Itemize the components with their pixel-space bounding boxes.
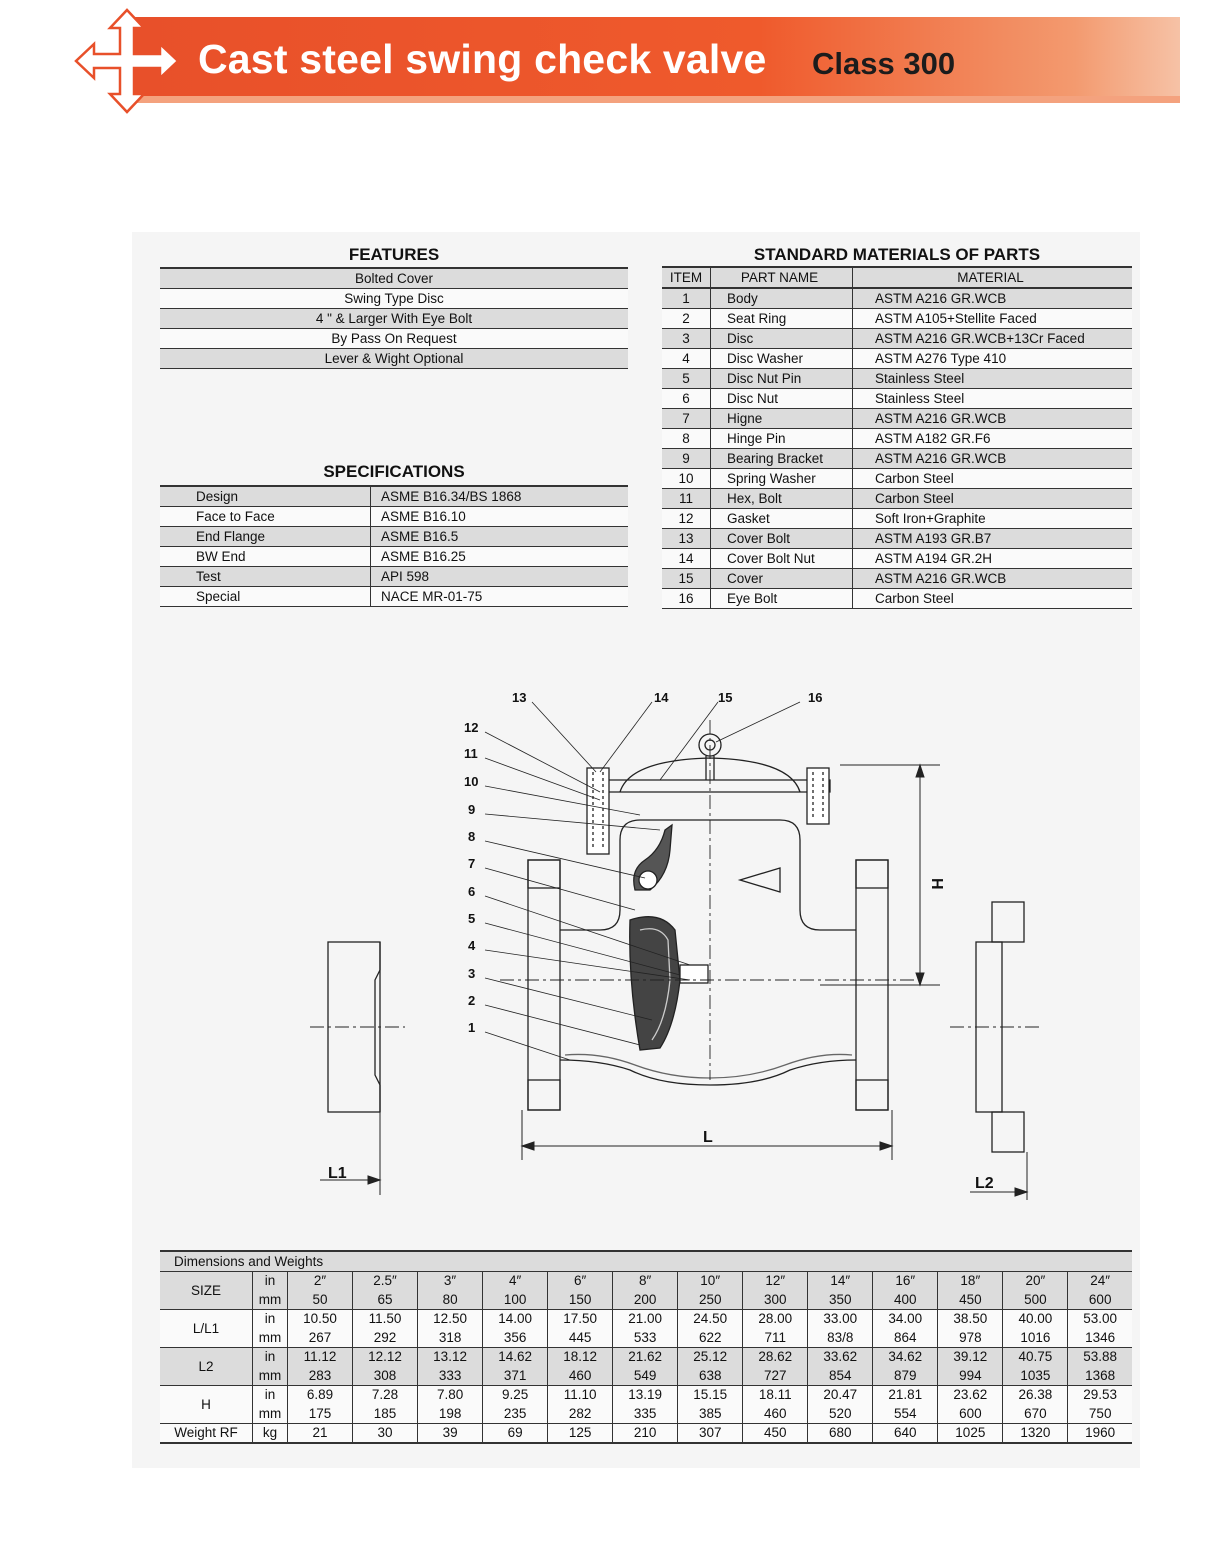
material-row (662, 349, 1132, 369)
dimension-value-mm: 854 (808, 1366, 873, 1385)
callout-13: 13 (512, 690, 527, 705)
material-row (662, 389, 1132, 409)
dimension-value-in: 18.11 (743, 1385, 808, 1404)
material-spec: ASTM A194 GR.2H (853, 549, 1133, 569)
dimension-value-in: 3″ (418, 1271, 483, 1290)
dimensions-caption-row (160, 1251, 1132, 1271)
callout-2: 2 (468, 993, 476, 1008)
material-part-name: Disc Nut Pin (711, 369, 853, 389)
dimension-row-mm (160, 1366, 1132, 1385)
material-row (662, 529, 1132, 549)
material-part-name: Disc Nut (711, 389, 853, 409)
material-part-name: Bearing Bracket (711, 449, 853, 469)
dimension-value-mm: 450 (938, 1290, 1003, 1309)
feature-row (160, 289, 628, 309)
dimension-value-mm: 333 (418, 1366, 483, 1385)
material-item-number: 16 (662, 589, 711, 609)
dimension-value-mm: 100 (483, 1290, 548, 1309)
material-spec: Carbon Steel (853, 489, 1133, 509)
dimension-value-mm: 994 (938, 1366, 1003, 1385)
weight-value: 1960 (1068, 1423, 1132, 1443)
pressure-class-label: Class 300 (812, 46, 956, 81)
material-item-number: 14 (662, 549, 711, 569)
callout-5: 5 (468, 911, 476, 926)
dimension-value-mm: 350 (808, 1290, 873, 1309)
specification-value: ASME B16.34/BS 1868 (371, 486, 629, 507)
features-title: FEATURES (348, 245, 440, 264)
dimension-value-in: 12.50 (418, 1309, 483, 1328)
material-part-name: Cover Bolt (711, 529, 853, 549)
callout-11: 11 (464, 746, 478, 761)
callout-16: 16 (808, 690, 823, 705)
material-spec: Stainless Steel (853, 389, 1133, 409)
unit-mm: mm (253, 1290, 288, 1309)
dimension-value-in: 11.10 (548, 1385, 613, 1404)
dimension-value-in: 13.19 (613, 1385, 678, 1404)
dimension-value-mm: 600 (938, 1404, 1003, 1423)
material-item-number: 2 (662, 309, 711, 329)
dimension-value-in: 6.89 (288, 1385, 353, 1404)
dimensions-weights-table (160, 1250, 1132, 1444)
dimension-value-mm: 879 (873, 1366, 938, 1385)
dimension-value-mm: 500 (1003, 1290, 1068, 1309)
dimension-value-in: 14.00 (483, 1309, 548, 1328)
material-row (662, 589, 1132, 609)
dimension-value-in: 40.75 (1003, 1347, 1068, 1366)
dimension-value-mm: 460 (548, 1366, 613, 1385)
dimension-value-in: 2″ (288, 1271, 353, 1290)
feature-row (160, 309, 628, 329)
dimension-value-mm: 711 (743, 1328, 808, 1347)
dimension-value-in: 17.50 (548, 1309, 613, 1328)
unit-in: in (253, 1271, 288, 1290)
dimension-value-mm: 622 (678, 1328, 743, 1347)
dimension-value-in: 18.12 (548, 1347, 613, 1366)
weight-value: 307 (678, 1423, 743, 1443)
dimension-value-in: 24″ (1068, 1271, 1132, 1290)
specification-value: ASME B16.25 (371, 547, 629, 567)
material-row (662, 469, 1132, 489)
dim-label-l: L (703, 1129, 713, 1146)
dimension-value-in: 21.62 (613, 1347, 678, 1366)
specifications-title: SPECIFICATIONS (323, 462, 465, 481)
weight-value: 640 (873, 1423, 938, 1443)
material-part-name: Hinge Pin (711, 429, 853, 449)
material-row (662, 549, 1132, 569)
dimension-value-mm: 549 (613, 1366, 678, 1385)
dimension-value-mm: 445 (548, 1328, 613, 1347)
dimension-value-mm: 1035 (1003, 1366, 1068, 1385)
dimension-value-mm: 283 (288, 1366, 353, 1385)
material-spec: ASTM A105+Stellite Faced (853, 309, 1133, 329)
dimension-value-in: 39.12 (938, 1347, 1003, 1366)
feature-item: Bolted Cover (160, 268, 628, 289)
dimension-value-mm: 727 (743, 1366, 808, 1385)
material-item-number: 7 (662, 409, 711, 429)
page-title: Cast steel swing check valve (198, 36, 767, 82)
valve-body-outline (310, 720, 1040, 1152)
dimension-value-mm: 267 (288, 1328, 353, 1347)
material-part-name: Body (711, 288, 853, 309)
callout-9: 9 (468, 802, 476, 817)
material-row (662, 429, 1132, 449)
dim-label-h: H (928, 878, 945, 890)
dimension-value-mm: 670 (1003, 1404, 1068, 1423)
feature-row (160, 349, 628, 369)
dimension-value-mm: 460 (743, 1404, 808, 1423)
dimension-value-in: 33.62 (808, 1347, 873, 1366)
callout-3: 3 (468, 966, 476, 981)
feature-item: By Pass On Request (160, 329, 628, 349)
material-item-number: 15 (662, 569, 711, 589)
material-spec: Stainless Steel (853, 369, 1133, 389)
dimension-label: SIZE (160, 1271, 253, 1309)
dimension-value-mm: 80 (418, 1290, 483, 1309)
material-item-number: 13 (662, 529, 711, 549)
material-part-name: Higne (711, 409, 853, 429)
dimension-value-mm: 750 (1068, 1404, 1132, 1423)
material-row (662, 288, 1132, 309)
material-spec: ASTM A182 GR.F6 (853, 429, 1133, 449)
callout-6: 6 (468, 884, 476, 899)
dimension-value-in: 20″ (1003, 1271, 1068, 1290)
weight-value: 1025 (938, 1423, 1003, 1443)
unit-mm: mm (253, 1366, 288, 1385)
dimensions-title: Dimensions and Weights (160, 1251, 1132, 1271)
dimension-label: L/L1 (160, 1309, 253, 1347)
weight-value: 69 (483, 1423, 548, 1443)
feature-item: Swing Type Disc (160, 289, 628, 309)
dimension-value-mm: 1346 (1068, 1328, 1132, 1347)
specification-value: ASME B16.10 (371, 507, 629, 527)
dimension-value-in: 34.62 (873, 1347, 938, 1366)
dimension-value-in: 28.00 (743, 1309, 808, 1328)
weight-value: 125 (548, 1423, 613, 1443)
dimension-value-in: 14″ (808, 1271, 873, 1290)
dimension-value-in: 11.12 (288, 1347, 353, 1366)
dimension-value-mm: 864 (873, 1328, 938, 1347)
dimension-value-mm: 300 (743, 1290, 808, 1309)
material-part-name: Spring Washer (711, 469, 853, 489)
specification-key: Face to Face (160, 507, 371, 527)
dimension-value-mm: 235 (483, 1404, 548, 1423)
feature-item: Lever & Wight Optional (160, 349, 628, 369)
specification-value: ASME B16.5 (371, 527, 629, 547)
dimension-label: L2 (160, 1347, 253, 1385)
material-spec: ASTM A193 GR.B7 (853, 529, 1133, 549)
unit-in: in (253, 1385, 288, 1404)
dimension-value-in: 7.28 (353, 1385, 418, 1404)
weight-row (160, 1423, 1132, 1443)
unit-in: in (253, 1347, 288, 1366)
dimension-value-in: 21.00 (613, 1309, 678, 1328)
material-item-number: 5 (662, 369, 711, 389)
material-spec: ASTM A216 GR.WCB (853, 449, 1133, 469)
callout-10: 10 (464, 774, 479, 789)
dimension-value-in: 26.38 (1003, 1385, 1068, 1404)
weight-value: 21 (288, 1423, 353, 1443)
dimension-value-in: 8″ (613, 1271, 678, 1290)
unit-mm: mm (253, 1404, 288, 1423)
dimension-value-in: 6″ (548, 1271, 613, 1290)
material-item-number: 4 (662, 349, 711, 369)
material-part-name: Hex, Bolt (711, 489, 853, 509)
dimension-value-mm: 50 (288, 1290, 353, 1309)
material-part-name: Eye Bolt (711, 589, 853, 609)
material-item-number: 1 (662, 288, 711, 309)
material-part-name: Cover Bolt Nut (711, 549, 853, 569)
material-row (662, 569, 1132, 589)
weight-label: Weight RF (160, 1423, 253, 1443)
material-item-number: 10 (662, 469, 711, 489)
dimension-value-in: 34.00 (873, 1309, 938, 1328)
dimension-value-mm: 533 (613, 1328, 678, 1347)
dimension-value-in: 12″ (743, 1271, 808, 1290)
materials-header-row (662, 267, 1132, 288)
callout-7: 7 (468, 856, 476, 871)
valve-sectional-drawing (300, 680, 1060, 1200)
callout-4: 4 (468, 938, 476, 953)
dimension-value-in: 12.12 (353, 1347, 418, 1366)
weight-value: 39 (418, 1423, 483, 1443)
dimension-value-in: 33.00 (808, 1309, 873, 1328)
specification-value: API 598 (371, 567, 629, 587)
materials-table (662, 266, 1132, 609)
dimension-value-mm: 385 (678, 1404, 743, 1423)
material-row (662, 369, 1132, 389)
dimension-value-mm: 200 (613, 1290, 678, 1309)
dimension-value-in: 13.12 (418, 1347, 483, 1366)
dimension-value-mm: 318 (418, 1328, 483, 1347)
dimension-value-mm: 371 (483, 1366, 548, 1385)
material-row (662, 309, 1132, 329)
dimension-value-in: 24.50 (678, 1309, 743, 1328)
dimension-row-in (160, 1347, 1132, 1366)
dimension-value-mm: 600 (1068, 1290, 1132, 1309)
material-spec: Soft Iron+Graphite (853, 509, 1133, 529)
dimension-value-mm: 175 (288, 1404, 353, 1423)
specification-key: Design (160, 486, 371, 507)
specification-key: BW End (160, 547, 371, 567)
callout-8: 8 (468, 829, 476, 844)
material-item-number: 12 (662, 509, 711, 529)
dimension-value-mm: 292 (353, 1328, 418, 1347)
dimension-value-mm: 185 (353, 1404, 418, 1423)
specifications-table (160, 485, 628, 607)
dimension-label: H (160, 1385, 253, 1423)
weight-unit: kg (253, 1423, 288, 1443)
material-part-name: Disc (711, 329, 853, 349)
material-item-number: 11 (662, 489, 711, 509)
dimension-value-in: 53.88 (1068, 1347, 1132, 1366)
dimension-value-mm: 198 (418, 1404, 483, 1423)
weight-value: 1320 (1003, 1423, 1068, 1443)
dimension-value-in: 7.80 (418, 1385, 483, 1404)
materials-title: STANDARD MATERIALS OF PARTS (753, 245, 1041, 264)
dimension-value-mm: 356 (483, 1328, 548, 1347)
material-spec: ASTM A216 GR.WCB (853, 409, 1133, 429)
feature-row (160, 329, 628, 349)
weight-value: 680 (808, 1423, 873, 1443)
dimension-value-in: 21.81 (873, 1385, 938, 1404)
dimension-value-in: 23.62 (938, 1385, 1003, 1404)
dimension-value-in: 10″ (678, 1271, 743, 1290)
material-part-name: Seat Ring (711, 309, 853, 329)
weight-value: 210 (613, 1423, 678, 1443)
callout-15: 15 (718, 690, 733, 705)
material-spec: ASTM A216 GR.WCB (853, 288, 1133, 309)
specification-key: Test (160, 567, 371, 587)
specification-key: End Flange (160, 527, 371, 547)
material-spec: ASTM A276 Type 410 (853, 349, 1133, 369)
dimension-value-in: 16″ (873, 1271, 938, 1290)
dimension-value-in: 40.00 (1003, 1309, 1068, 1328)
dimension-value-in: 29.53 (1068, 1385, 1132, 1404)
unit-in: in (253, 1309, 288, 1328)
material-item-number: 8 (662, 429, 711, 449)
dimension-value-mm: 520 (808, 1404, 873, 1423)
dimension-row-mm (160, 1404, 1132, 1423)
dimension-value-mm: 308 (353, 1366, 418, 1385)
dimension-row-in (160, 1309, 1132, 1328)
material-spec: ASTM A216 GR.WCB+13Cr Faced (853, 329, 1133, 349)
specification-key: Special (160, 587, 371, 607)
dimension-value-mm: 150 (548, 1290, 613, 1309)
dimension-value-in: 4″ (483, 1271, 548, 1290)
material-spec: Carbon Steel (853, 469, 1133, 489)
material-row (662, 409, 1132, 429)
material-spec: Carbon Steel (853, 589, 1133, 609)
material-part-name: Gasket (711, 509, 853, 529)
dimension-value-mm: 83/8 (808, 1328, 873, 1347)
material-row (662, 329, 1132, 349)
specification-row (160, 587, 628, 607)
dimension-value-mm: 1368 (1068, 1366, 1132, 1385)
dimension-value-mm: 250 (678, 1290, 743, 1309)
weight-value: 30 (353, 1423, 418, 1443)
specification-row (160, 507, 628, 527)
material-part-name: Cover (711, 569, 853, 589)
dimension-value-in: 11.50 (353, 1309, 418, 1328)
dimension-value-mm: 282 (548, 1404, 613, 1423)
material-row (662, 489, 1132, 509)
feature-row (160, 268, 628, 289)
dimension-value-mm: 335 (613, 1404, 678, 1423)
material-part-name: Disc Washer (711, 349, 853, 369)
dimension-value-mm: 978 (938, 1328, 1003, 1347)
dimension-value-mm: 400 (873, 1290, 938, 1309)
weight-value: 450 (743, 1423, 808, 1443)
callout-12: 12 (464, 720, 479, 735)
unit-mm: mm (253, 1328, 288, 1347)
dim-label-l1: L1 (328, 1165, 347, 1182)
dimension-value-in: 20.47 (808, 1385, 873, 1404)
material-spec: ASTM A216 GR.WCB (853, 569, 1133, 589)
dimension-value-in: 53.00 (1068, 1309, 1132, 1328)
header-banner-underline (128, 96, 1180, 103)
callout-1: 1 (468, 1020, 476, 1035)
dimension-value-in: 10.50 (288, 1309, 353, 1328)
dimension-value-mm: 638 (678, 1366, 743, 1385)
dimension-value-in: 14.62 (483, 1347, 548, 1366)
dimension-value-in: 15.15 (678, 1385, 743, 1404)
material-item-number: 6 (662, 389, 711, 409)
specification-row (160, 567, 628, 587)
dimension-row-mm (160, 1290, 1132, 1309)
dimension-row-mm (160, 1328, 1132, 1347)
feature-item: 4 " & Larger With Eye Bolt (160, 309, 628, 329)
dimension-value-mm: 1016 (1003, 1328, 1068, 1347)
arrows-logo-icon (72, 6, 182, 116)
dimension-value-in: 2.5″ (353, 1271, 418, 1290)
specification-value: NACE MR-01-75 (371, 587, 629, 607)
dimension-value-in: 38.50 (938, 1309, 1003, 1328)
dimension-value-in: 25.12 (678, 1347, 743, 1366)
materials-header-material: MATERIAL (853, 267, 1133, 288)
specification-row (160, 547, 628, 567)
material-item-number: 3 (662, 329, 711, 349)
dimension-value-in: 28.62 (743, 1347, 808, 1366)
materials-header-part: PART NAME (711, 267, 853, 288)
material-row (662, 509, 1132, 529)
dimension-value-in: 9.25 (483, 1385, 548, 1404)
specification-row (160, 527, 628, 547)
callout-14: 14 (654, 690, 669, 705)
dimension-value-mm: 554 (873, 1404, 938, 1423)
specification-row (160, 486, 628, 507)
materials-header-item: ITEM (662, 267, 711, 288)
dimension-value-mm: 65 (353, 1290, 418, 1309)
material-row (662, 449, 1132, 469)
features-table (160, 267, 628, 369)
dim-label-l2: L2 (975, 1175, 994, 1192)
dimension-value-in: 18″ (938, 1271, 1003, 1290)
dimension-row-in (160, 1271, 1132, 1290)
dimension-row-in (160, 1385, 1132, 1404)
material-item-number: 9 (662, 449, 711, 469)
